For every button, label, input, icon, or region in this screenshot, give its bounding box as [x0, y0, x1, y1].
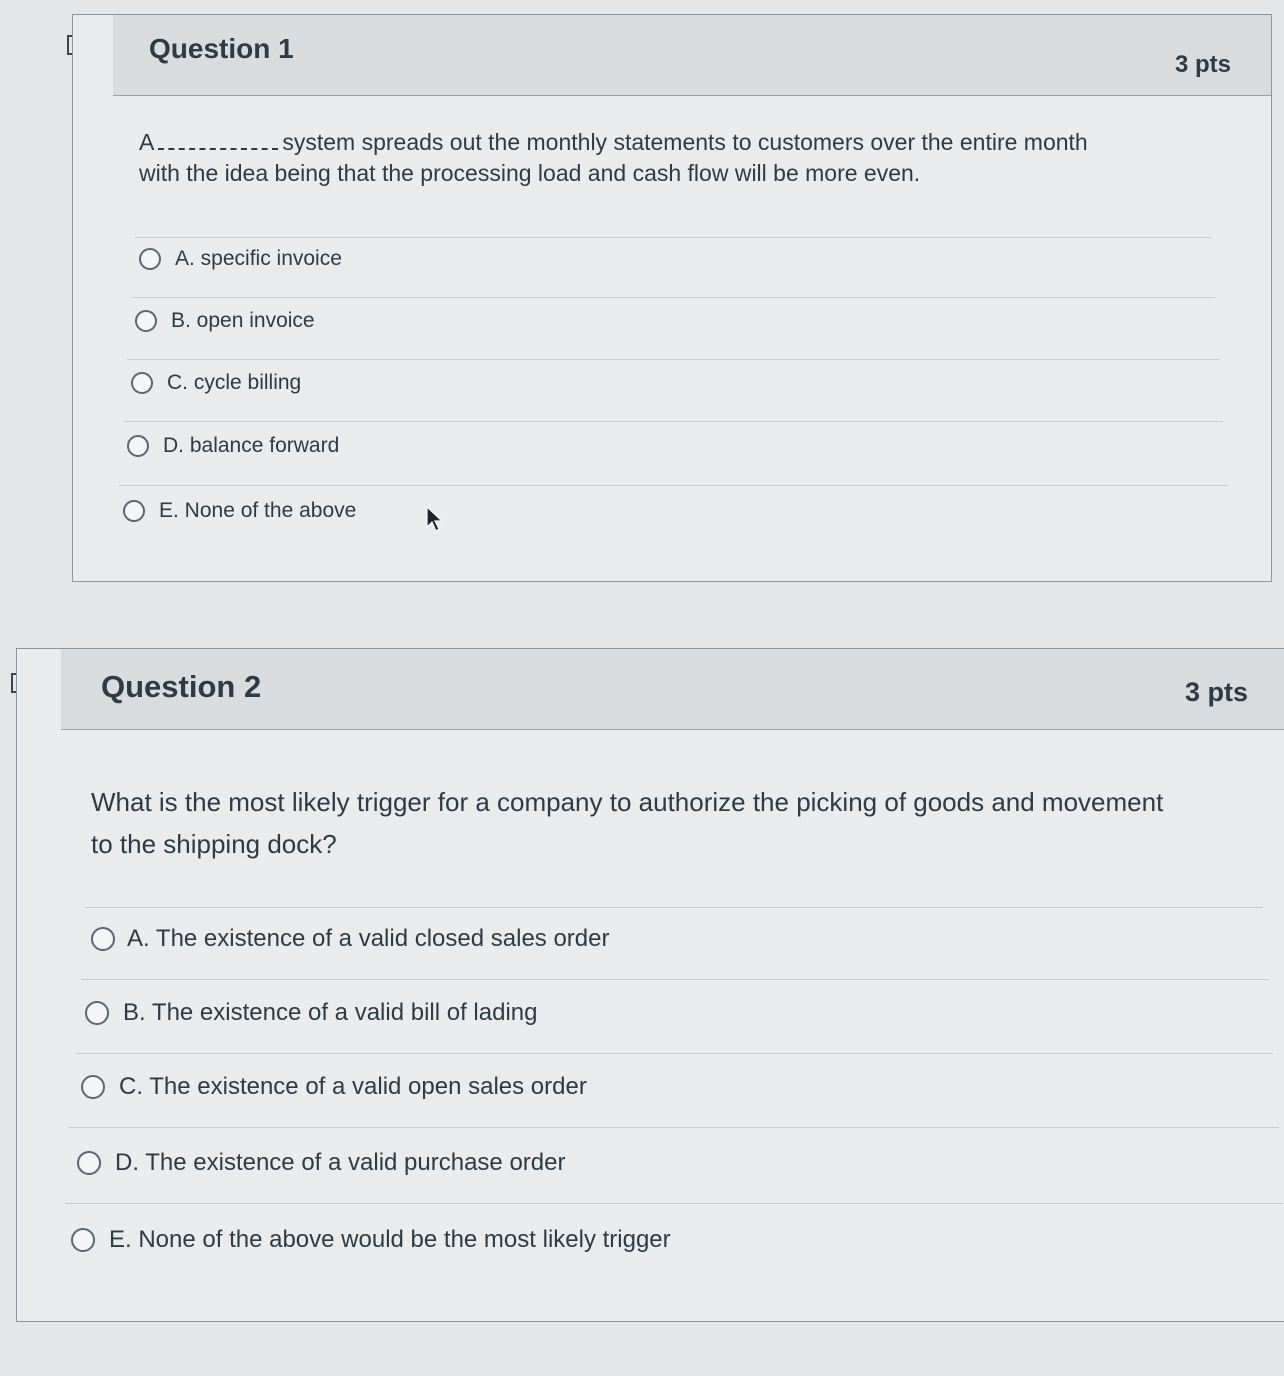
answer-label: C. cycle billing — [167, 371, 302, 394]
answer-label: E. None of the above — [159, 499, 357, 522]
radio-button[interactable] — [71, 1228, 95, 1252]
question-2-title: Question 2 — [101, 669, 262, 704]
question-1-header — [113, 15, 1271, 96]
question-1-points: 3 pts — [1174, 51, 1231, 78]
question-2-header — [61, 649, 1284, 730]
divider — [123, 421, 1223, 422]
answer-label: C. The existence of a valid open sales order — [119, 1073, 587, 1100]
question-1-answer-a[interactable] — [139, 247, 342, 271]
question-2-answer-d[interactable] — [77, 1149, 565, 1177]
radio-button[interactable] — [81, 1075, 105, 1099]
question-1-text-before: A — [139, 129, 155, 155]
radio-button[interactable] — [139, 248, 161, 270]
radio-button[interactable] — [77, 1151, 101, 1175]
answer-label: D. The existence of a valid purchase order — [115, 1149, 566, 1176]
question-1-text-after: system spreads out the monthly statements to customers over the entire month — [282, 129, 1088, 155]
question-1-answer-b[interactable] — [135, 309, 315, 333]
answer-label: B. open invoice — [171, 309, 315, 332]
radio-button[interactable] — [135, 310, 157, 332]
divider — [69, 1127, 1279, 1128]
answer-label: A. The existence of a valid closed sales order — [127, 925, 610, 952]
question-2-text-line1: What is the most likely trigger for a company to authorize the picking of goods and movement — [91, 787, 1164, 817]
radio-button[interactable] — [85, 1001, 109, 1025]
question-2-text — [91, 781, 1271, 865]
divider — [65, 1203, 1283, 1204]
question-2-card — [16, 648, 1284, 1322]
answer-label: A. specific invoice — [175, 247, 342, 270]
radio-button[interactable] — [91, 927, 115, 951]
divider — [119, 485, 1229, 486]
question-2-answer-a[interactable] — [91, 925, 609, 953]
divider — [127, 359, 1219, 360]
question-1-text-line2: with the idea being that the processing load and cash flow will be more even. — [139, 160, 921, 187]
answer-label: D. balance forward — [163, 434, 340, 457]
mouse-pointer-icon — [425, 505, 445, 533]
question-1-answer-c[interactable] — [131, 371, 301, 395]
radio-button[interactable] — [123, 500, 145, 522]
question-1-card — [72, 14, 1272, 582]
radio-button[interactable] — [131, 372, 153, 394]
question-2-points: 3 pts — [1184, 677, 1248, 707]
question-1-title: Question 1 — [149, 33, 294, 64]
answer-label: E. None of the above would be the most likely trigger — [109, 1226, 671, 1253]
question-2-text-line2: to the shipping dock? — [91, 829, 337, 859]
question-2-answer-b[interactable] — [85, 999, 537, 1027]
question-2-answer-e[interactable] — [71, 1226, 671, 1254]
divider — [135, 237, 1211, 238]
answer-blank — [158, 148, 278, 150]
divider — [85, 907, 1263, 908]
question-1-text — [139, 127, 1259, 189]
divider — [131, 297, 1215, 298]
answer-label: B. The existence of a valid bill of lading — [123, 999, 538, 1026]
question-1-answer-d[interactable] — [127, 434, 339, 458]
radio-button[interactable] — [127, 435, 149, 457]
divider — [81, 979, 1269, 980]
question-2-answer-c[interactable] — [81, 1073, 587, 1101]
divider — [75, 1053, 1273, 1054]
question-1-answer-e[interactable] — [123, 499, 356, 523]
